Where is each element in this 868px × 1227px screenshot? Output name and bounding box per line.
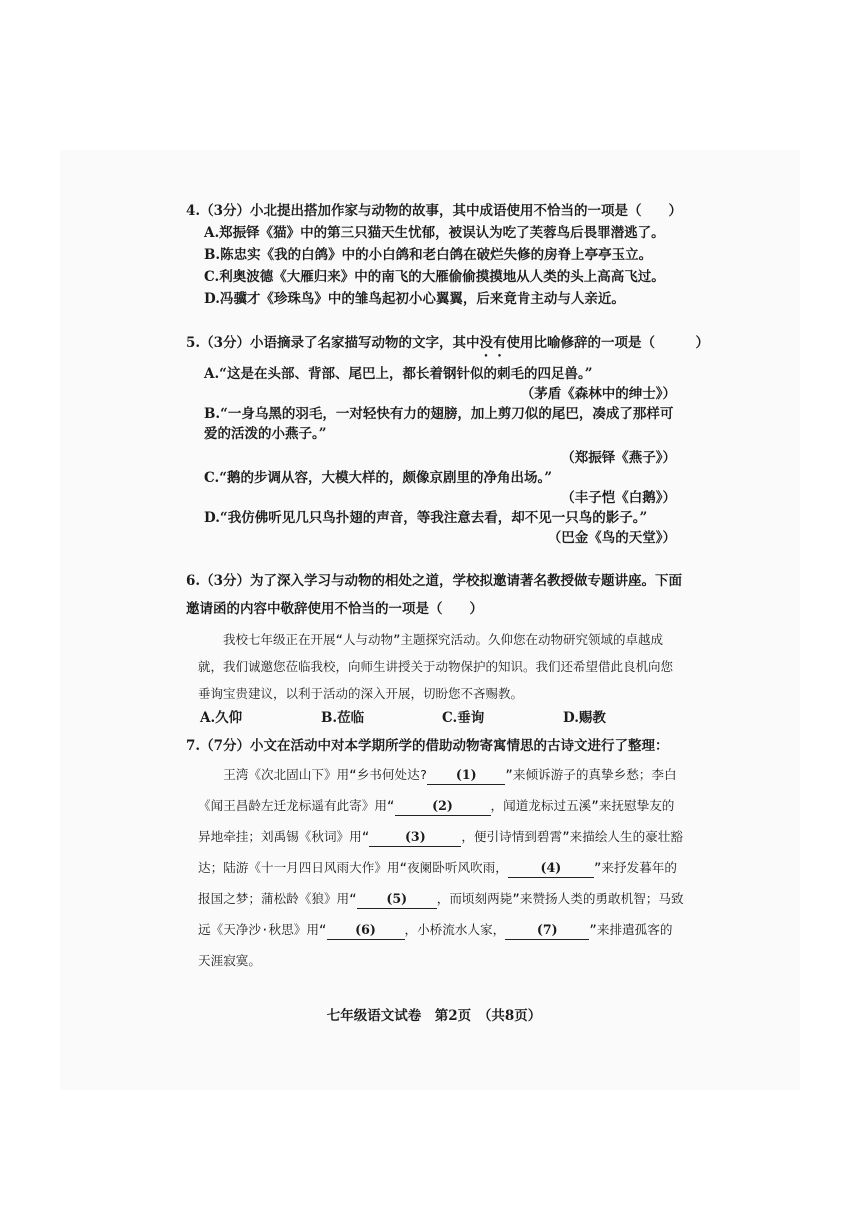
question-4-stem: 4.（3分）小北提出搭加作家与动物的故事，其中成语使用不恰当的一项是（ ）	[186, 203, 682, 219]
exam-page	[186, 200, 709, 976]
question-5-stem	[186, 332, 709, 360]
answer-blank-5[interactable]: (5)	[357, 890, 437, 909]
question-7-text-7: ，小桥流水人家，	[404, 922, 506, 937]
question-6	[186, 570, 684, 729]
question-4-option-c: C.利奥波德《大雁归来》中的南飞的大雁偷偷摸摸地从人类的头上高高飞过。	[204, 269, 665, 285]
question-7-text-2: ”来倾诉游子的真挚乡愁；李白《闻王昌龄左迁龙标遥有此寄》用“	[198, 767, 677, 813]
question-7-body	[186, 759, 684, 976]
question-5-stem-start: 5.（3分）小语摘录了名家描写动物的文字，其中	[186, 335, 480, 351]
question-5-stem-emphasis: 没有	[479, 335, 507, 351]
question-7-text-8: ”来排遣孤客的天涯寂寞。	[198, 922, 673, 968]
question-5-option-a: A.“这是在头部、背部、尾巴上，都长着钢针似的刺毛的四足兽。”	[204, 366, 593, 382]
question-6-choice-d: D.赐教	[563, 710, 606, 726]
question-4-option-b: B.陈忠实《我的白鸽》中的小白鸽和老白鸽在破烂失修的房脊上亭亭玉立。	[204, 247, 653, 263]
question-7-text-5: ”来抒发暮年的报国之梦；蒲松龄《狼》用“	[198, 860, 677, 906]
question-7-stem: 7.（7分）小文在活动中对本学期所学的借助动物寄寓情思的古诗文进行了整理：	[186, 738, 669, 754]
question-5-option-a-source: （茅盾《森林中的绅士》）	[520, 386, 676, 402]
question-6-choice-b: B.莅临	[321, 710, 365, 726]
answer-blank-2[interactable]: (2)	[395, 797, 491, 816]
question-5-option-d-source: （巴金《鸟的天堂》）	[547, 530, 676, 546]
question-6-stem-line-2: 邀请函的内容中敬辞使用不恰当的一项是（ ）	[186, 601, 483, 617]
question-6-choice-c: C.垂询	[442, 710, 485, 726]
question-6-invitation-text: 我校七年级正在开展“人与动物”主题探究活动。久仰您在动物研究领域的卓越成就，我们诚邀您莅临我校，向师生讲授关于动物保护的知识。我们还希望借此良机向您垂询宝贵建议，以利于活动的深入开展，切盼您不吝赐教。	[198, 632, 674, 701]
answer-blank-3[interactable]: (3)	[369, 828, 461, 847]
question-6-choices	[186, 707, 684, 729]
question-4-option-a: A.郑振铎《猫》中的第三只猫天生忧郁，被误认为吃了芙蓉鸟后畏罪潜逃了。	[204, 225, 665, 241]
answer-blank-7[interactable]: (7)	[505, 921, 589, 940]
question-5-option-c-source: （丰子恺《白鹅》）	[561, 490, 676, 506]
question-5-option-b: B.“一身乌黑的羽毛，一对轻快有力的翅膀，加上剪刀似的尾巴，凑成了那样可爱的活泼的小燕子。”	[204, 406, 674, 442]
answer-blank-4[interactable]: (4)	[508, 859, 594, 878]
question-7-text-6: ，而顷刻两毙”来赞扬人类的勇敢机智；马致远《天净沙·秋思》用“	[198, 891, 684, 937]
question-5	[186, 332, 709, 548]
question-4	[186, 200, 684, 310]
page-footer: 七年级语文试卷 第2页 （共8页）	[326, 1008, 542, 1024]
question-5-option-c: C.“鹅的步调从容，大模大样的，颇像京剧里的净角出场。”	[204, 470, 552, 486]
question-5-stem-end: 使用比喻修辞的一项是（ ）	[506, 335, 709, 351]
question-7	[186, 735, 684, 976]
question-4-option-d: D.冯骥才《珍珠鸟》中的雏鸟起初小心翼翼，后来竟肯主动与人亲近。	[204, 291, 625, 307]
question-5-option-d: D.“我仿佛听见几只鸟扑翅的声音，等我注意去看，却不见一只鸟的影子。”	[204, 510, 648, 526]
question-6-stem-line-1: 6.（3分）为了深入学习与动物的相处之道，学校拟邀请著名教授做专题讲座。下面	[186, 573, 682, 589]
question-7-text-1: 王湾《次北固山下》用“乡书何处达?	[223, 767, 428, 782]
question-7-text-4: ，便引诗情到碧霄”来描绘人生的豪壮豁达；陆游《十一月四日风雨大作》用“夜阑卧听风吹雨，	[198, 829, 683, 875]
question-6-choice-a: A.久仰	[200, 710, 243, 726]
question-7-text-3: ，闻道龙标过五溪”来抚慰挚友的异地牵挂；刘禹锡《秋词》用“	[198, 798, 675, 844]
answer-blank-6[interactable]: (6)	[327, 921, 405, 940]
answer-blank-1[interactable]: (1)	[427, 766, 505, 785]
question-5-option-b-source: （郑振铎《燕子》）	[561, 450, 676, 466]
